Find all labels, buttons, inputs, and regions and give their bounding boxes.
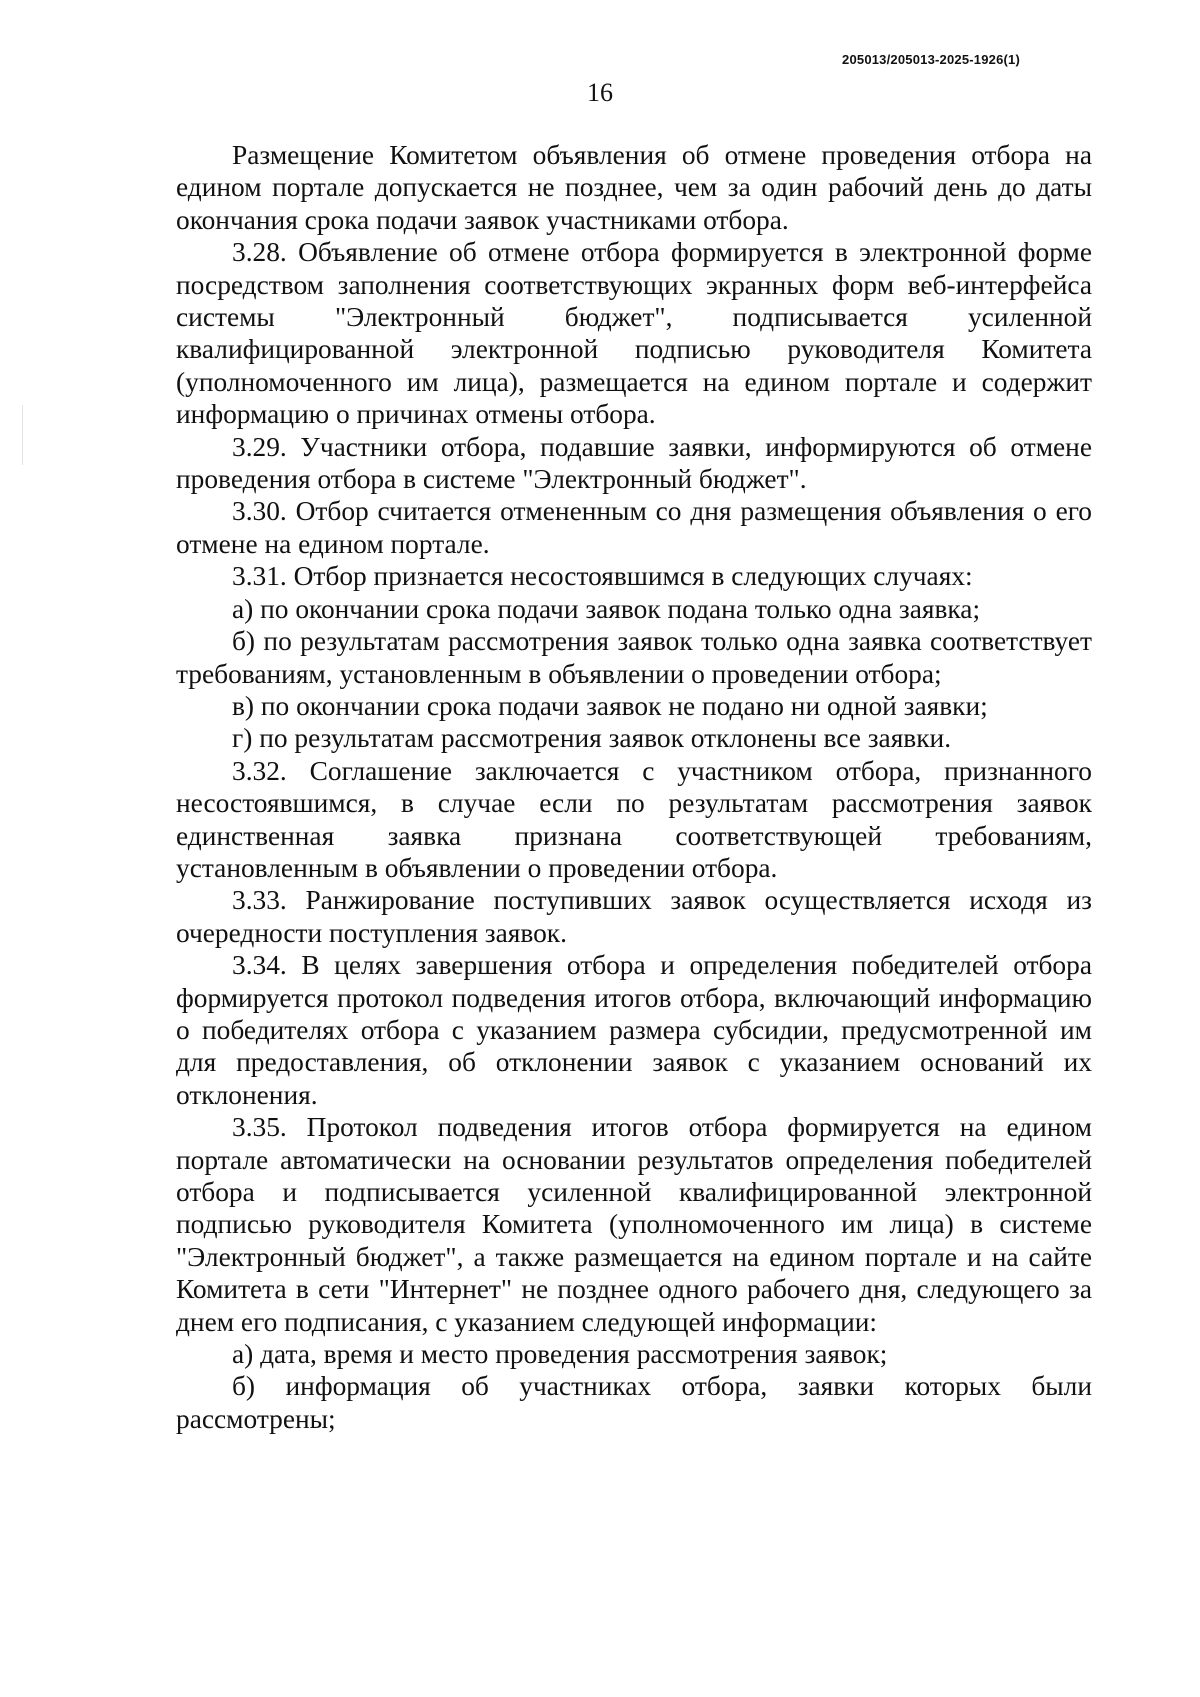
scan-margin-mark — [22, 405, 23, 465]
list-item-3-31-b: б) по результатам рассмотрения заявок только одна заявка соответствует требованиям, установленным в объявлении о проведении отбора; — [176, 626, 1092, 689]
paragraph-3-28: 3.28. Объявление об отмене отбора формируется в электронной форме посредством заполнения соответствующих экранных форм веб-интерфейса системы "Электронный бюджет", подписывается усиленной квалифицированной электронной подписью руководителя Комитета (уполномоченного им лица), размещается на едином портале и содержит информацию о причинах отмены отбора. — [176, 237, 1092, 430]
paragraph-3-35: 3.35. Протокол подведения итогов отбора формируется на едином портале автоматически на основании результатов определения победителей отбора и подписывается усиленной квалифицированной электронной подписью руководителя Комитета (уполномоченного им лица) в системе "Электронный бюджет", а также размещается на едином портале и на сайте Комитета в сети "Интернет" не позднее одного рабочего дня, следующего за днем его подписания, с указанием следующей информации: — [176, 1112, 1092, 1337]
list-item-3-31-a: а) по окончании срока подачи заявок подана только одна заявка; — [232, 593, 981, 624]
document-body — [176, 139, 1092, 1435]
paragraph-cancellation-notice: Размещение Комитетом объявления об отмене проведения отбора на едином портале допускается не позднее, чем за один рабочий день до даты окончания срока подачи заявок участниками отбора. — [176, 140, 1092, 235]
list-item-3-35-b: б) информация об участниках отбора, заявки которых были рассмотрены; — [176, 1371, 1092, 1434]
paragraph-3-29: 3.29. Участники отбора, подавшие заявки, информируются об отмене проведения отбора в системе "Электронный бюджет". — [176, 431, 1092, 495]
paragraph-3-34: 3.34. В целях завершения отбора и определения победителей отбора формируется протокол подведения итогов отбора, включающий информацию о победителях отбора с указанием размера субсидии, предусмотренной им для предоставления, об отклонении заявок с указанием оснований их отклонения. — [176, 950, 1092, 1110]
paragraph-3-33: 3.33. Ранжирование поступивших заявок осуществляется исходя из очередности поступления заявок. — [176, 885, 1092, 948]
document-code: 205013/205013-2025-1926(1) — [842, 52, 1020, 67]
list-item-3-31-v: в) по окончании срока подачи заявок не подано ни одной заявки; — [232, 690, 988, 721]
paragraph-3-31: 3.31. Отбор признается несостоявшимся в следующих случаях: — [232, 561, 973, 592]
paragraph-3-32: 3.32. Соглашение заключается с участником отбора, признанного несостоявшимся, в случае если по результатам рассмотрения заявок единственная заявка признана соответствующей требованиям, установленным в объявлении о проведении отбора. — [176, 755, 1092, 883]
paragraph-3-30: 3.30. Отбор считается отмененным со дня размещения объявления о его отмене на едином портале. — [176, 496, 1092, 559]
page-number: 16 — [587, 78, 613, 107]
list-item-3-35-a: а) дата, время и место проведения рассмотрения заявок; — [232, 1339, 888, 1370]
list-item-3-31-g: г) по результатам рассмотрения заявок отклонены все заявки. — [232, 723, 952, 754]
